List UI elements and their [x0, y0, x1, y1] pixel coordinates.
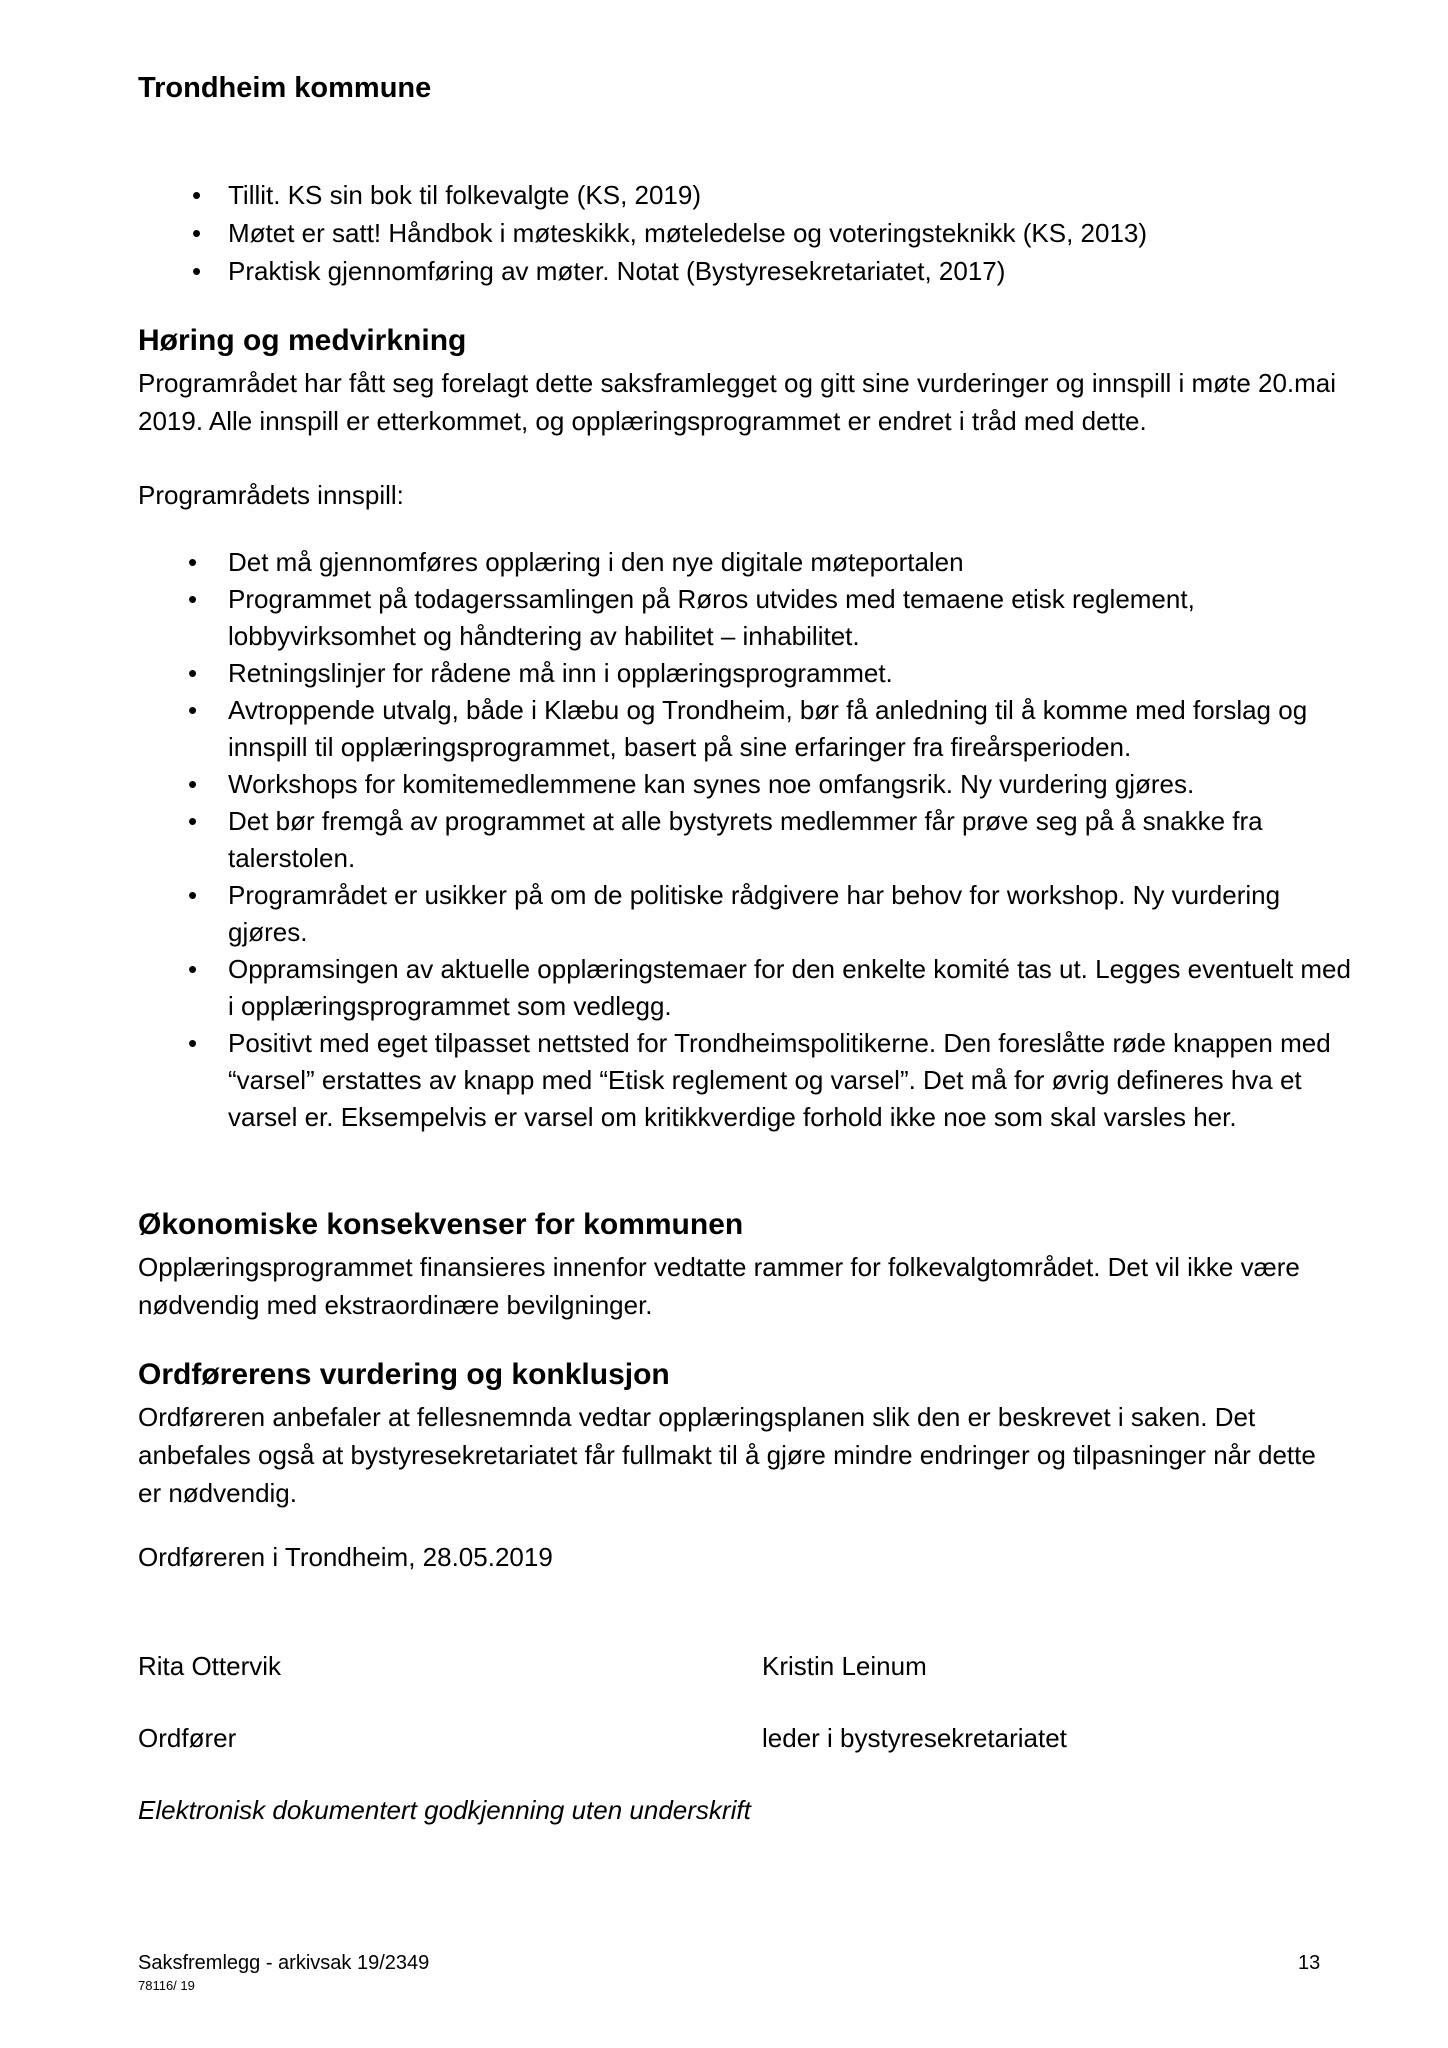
economy-paragraph: Opplæringsprogrammet finansieres innenfor vedtatte rammer for folkevalgtområdet. Det vil ikke være nødvendig med ekstraordinære bevilgninger. [138, 1252, 1300, 1320]
list-item: • Programmet på todagerssamlingen på Røros utvides med temaene etisk reglement, lobbyvirksomhet og håndtering av habilitet – inhabilitet. [228, 581, 1358, 655]
list-item: • Det bør fremgå av programmet at alle bystyrets medlemmer får prøve seg på å snakke fra talerstolen. [228, 803, 1358, 877]
section-heading-hearing: Høring og medvirkning [138, 324, 467, 357]
list-item: • Avtroppende utvalg, både i Klæbu og Trondheim, bør få anledning til å komme med forslag og innspill til opplæringsprogrammet, basert på sine erfaringer fra fireårsperioden. [228, 692, 1358, 766]
list-item: • Programrådet er usikker på om de politiske rådgivere har behov for workshop. Ny vurdering gjøres. [228, 877, 1358, 951]
input-list [228, 544, 1358, 1136]
list-item: • Workshops for komitemedlemmene kan synes noe omfangsrik. Ny vurdering gjøres. [228, 766, 1358, 803]
place-date: Ordføreren i Trondheim, 28.05.2019 [138, 1542, 553, 1572]
hearing-intro: Programrådets innspill: [138, 480, 404, 510]
reference-list [228, 176, 1358, 290]
organization-header: Trondheim kommune [138, 72, 432, 104]
section-heading-conclusion: Ordførerens vurdering og konklusjon [138, 1358, 670, 1391]
signatory-right-title: leder i bystyresekretariatet [762, 1723, 1067, 1753]
list-item: • Positivt med eget tilpasset nettsted for Trondheimspolitikerne. Den foreslåtte røde knappen med “varsel” erstattes av knapp med “Etisk reglement og varsel”. Det må for øvrig defineres hva et varsel er. Eksempelvis er varsel om kritikkverdige forhold ikke noe som skal varsles her. [228, 1025, 1358, 1136]
list-item: • Retningslinjer for rådene må inn i opplæringsprogrammet. [228, 655, 1358, 692]
section-heading-economy: Økonomiske konsekvenser for kommunen [138, 1208, 744, 1241]
list-item: • Oppramsingen av aktuelle opplæringstemaer for den enkelte komité tas ut. Legges eventuelt med i opplæringsprogrammet som vedlegg. [228, 951, 1358, 1025]
hearing-paragraph: Programrådet har fått seg forelagt dette saksframlegget og gitt sine vurderinger og innspill i møte 20.mai 2019. Alle innspill er etterkommet, og opplæringsprogrammet er endret i tråd med dette. [138, 368, 1337, 436]
footer-document-code: 78116/ 19 [138, 1978, 195, 1993]
signatory-right-name: Kristin Leinum [762, 1651, 927, 1681]
signatory-left-name: Rita Ottervik [138, 1651, 282, 1681]
page-number: 13 [1298, 1952, 1321, 1974]
signatory-left-title: Ordfører [138, 1723, 237, 1753]
approval-note: Elektronisk dokumentert godkjenning uten underskrift [138, 1795, 751, 1825]
reference-item: • Møtet er satt! Håndbok i møteskikk, møteledelse og voteringsteknikk (KS, 2013) [228, 214, 1358, 252]
reference-item: • Tillit. KS sin bok til folkevalgte (KS, 2019) [228, 176, 1358, 214]
reference-item: • Praktisk gjennomføring av møter. Notat (Bystyresekretariatet, 2017) [228, 252, 1358, 290]
footer-document-reference: Saksfremlegg - arkivsak 19/2349 [138, 1952, 430, 1974]
conclusion-paragraph: Ordføreren anbefaler at fellesnemnda vedtar opplæringsplanen slik den er beskrevet i saken. Det anbefales også at bystyresekretariatet får fullmakt til å gjøre mindre endringer og tilpasninger når dette er nødvendig. [138, 1402, 1316, 1508]
list-item: • Det må gjennomføres opplæring i den nye digitale møteportalen [228, 544, 1358, 581]
